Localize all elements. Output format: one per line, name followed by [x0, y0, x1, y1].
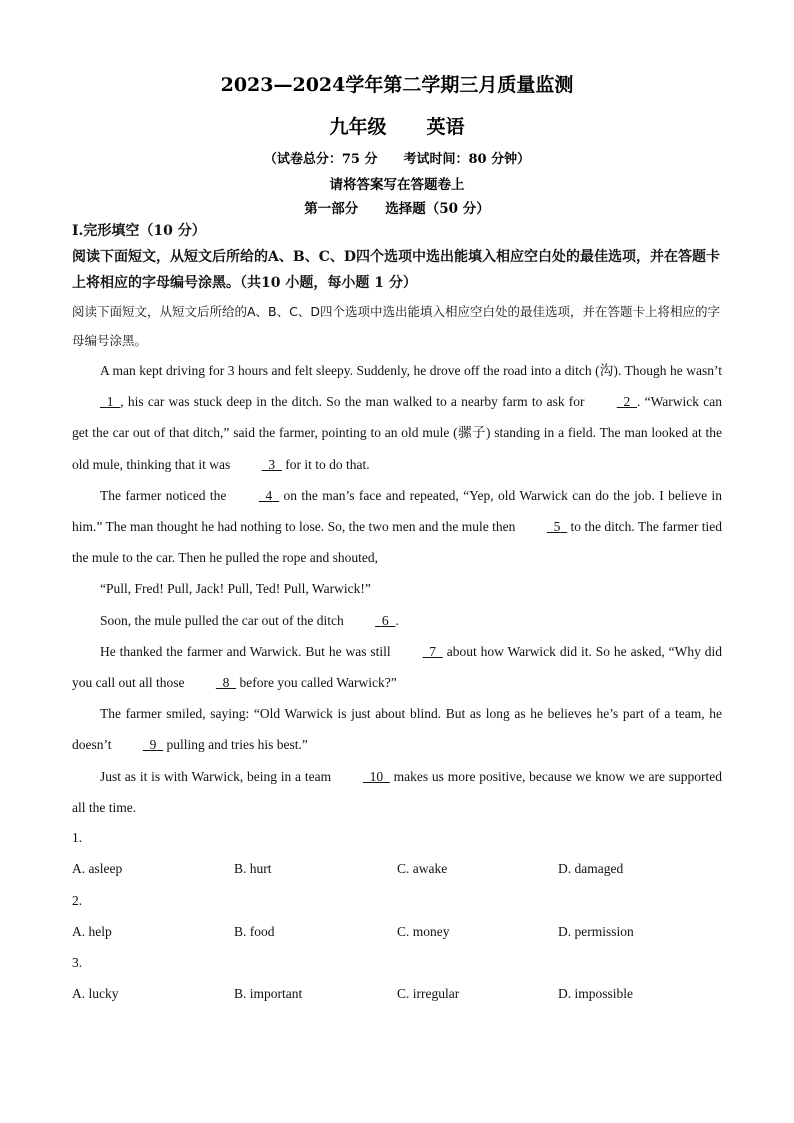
- blank-2: 2: [623, 394, 631, 410]
- section-instruction: 阅读下面短文，从短文后所给的A、B、C、D四个选项中选出能填入相应空白处的最佳选项，并在答题卡上将相应的字母编号涂黑。: [72, 304, 720, 348]
- passage-paragraph: The farmer noticed the 4 on the man’s face and repeated, “Yep, old Warwick can do the job. I believe in him.” The man thought he had nothing to lose. So, the two men and the mule then 5 to the ditch. The farmer tied the mule to the car. Then he pulled the rope and shouted,: [72, 480, 722, 574]
- option-b[interactable]: B. important: [234, 986, 303, 1001]
- option-b[interactable]: B. hurt: [234, 861, 272, 876]
- option-d[interactable]: D. permission: [558, 924, 634, 939]
- blank-4: 4: [265, 487, 273, 503]
- question-options: [72, 924, 724, 944]
- blank-10: 10: [369, 768, 384, 784]
- option-d[interactable]: D. impossible: [558, 986, 634, 1001]
- option-a[interactable]: A. asleep: [72, 861, 123, 876]
- question-number: 2.: [72, 893, 83, 908]
- cloze-passage: [72, 355, 722, 823]
- blank-5: 5: [553, 519, 561, 535]
- exam-title: 2023—2024学年第二学期三月质量监测: [220, 74, 574, 96]
- grade-subject-line: [0, 112, 794, 139]
- passage-paragraph: “Pull, Fred! Pull, Jack! Pull, Ted! Pull, Warwick!”: [100, 581, 371, 597]
- section-heading: I.完形填空（10 分）: [72, 223, 206, 239]
- grade-label: 九年级: [329, 116, 387, 138]
- option-c[interactable]: C. money: [397, 924, 450, 939]
- blank-3: 3: [268, 456, 276, 472]
- passage-paragraph: Soon, the mule pulled the car out of the ditch 6 .: [72, 605, 722, 636]
- option-c[interactable]: C. irregular: [397, 986, 460, 1001]
- blank-6: 6: [381, 612, 389, 628]
- question-options: [72, 986, 724, 1006]
- blank-7: 7: [429, 643, 437, 659]
- question-options: [72, 861, 724, 881]
- option-a[interactable]: A. lucky: [72, 986, 119, 1001]
- blank-8: 8: [222, 675, 230, 691]
- option-c[interactable]: C. awake: [397, 861, 448, 876]
- question-number: 1.: [72, 830, 83, 845]
- blank-1: 1: [106, 394, 114, 410]
- part-heading: 第一部分 选择题（50 分）: [304, 201, 490, 217]
- option-b[interactable]: B. food: [234, 924, 275, 939]
- exam-info: （试卷总分：75 分 考试时间：80 分钟）: [263, 152, 531, 167]
- section-instruction-bold: 阅读下面短文，从短文后所给的A、B、C、D四个选项中选出能填入相应空白处的最佳选项，并在答题卡上将相应的字母编号涂黑。（共10 小题，每小题 1 分）: [72, 249, 720, 291]
- answer-note: 请将答案写在答题卷上: [329, 177, 465, 193]
- subject-label: 英语: [426, 116, 465, 138]
- passage-paragraph: The farmer smiled, saying: “Old Warwick is just about blind. But as long as he believes he’s part of a team, he doesn’t 9 pulling and tries his best.”: [72, 698, 722, 760]
- passage-paragraph: A man kept driving for 3 hours and felt sleepy. Suddenly, he drove off the road into a ditch (沟). Though he wasn’t 1 , his car was stuck deep in the ditch. So the man walked to a nearby farm to ask for 2 . “Warwick can get the car out of that ditch,” said the farmer, pointing to an old mule (骡子) standing in a field. The man looked at the old mule, thinking that it was 3 for it to do that.: [72, 355, 722, 480]
- question-number: 3.: [72, 955, 83, 970]
- passage-paragraph: Just as it is with Warwick, being in a team 10 makes us more positive, because we know we are supported all the time.: [72, 761, 722, 823]
- option-d[interactable]: D. damaged: [558, 861, 624, 876]
- passage-paragraph: He thanked the farmer and Warwick. But he was still 7 about how Warwick did it. So he asked, “Why did you call out all those 8 before you called Warwick?”: [72, 636, 722, 698]
- option-a[interactable]: A. help: [72, 924, 112, 939]
- blank-9: 9: [149, 737, 157, 753]
